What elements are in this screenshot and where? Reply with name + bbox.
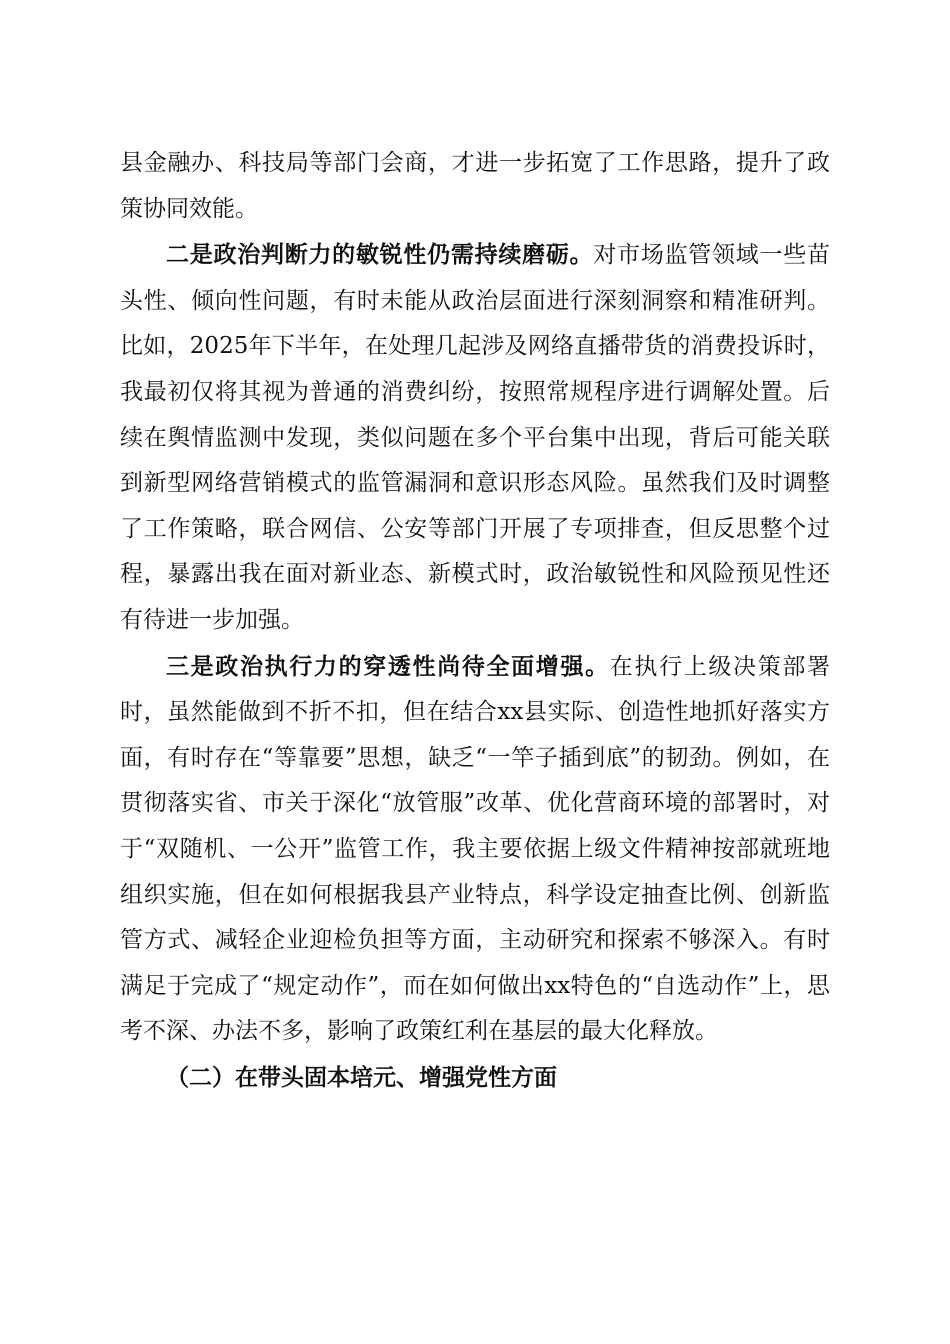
paragraph-lead: 三是政治执行力的穿透性尚待全面增强。	[166, 652, 610, 680]
document-body	[120, 140, 830, 1100]
paragraph-political-execution	[120, 644, 830, 1055]
paragraph-continuation	[120, 140, 830, 232]
paragraph-text: 对市场监管领域一些苗头性、倾向性问题，有时未能从政治层面进行深刻洞察和精准研判。比如，2025年下半年，在处理几起涉及网络直播带货的消费投诉时，我最初仅将其视为普通的消费纠纷，按照常规程序进行调解处置。后续在舆情监测中发现，类似问题在多个平台集中出现，背后可能关联到新型网络营销模式的监管漏洞和意识形态风险。虽然我们及时调整了工作策略，联合网信、公安等部门开展了专项排查，但反思整个过程，暴露出我在面对新业态、新模式时，政治敏锐性和风险预见性还有待进一步加强。	[120, 242, 831, 633]
paragraph-text: 在执行上级决策部署时，虽然能做到不折不扣，但在结合xx县实际、创造性地抓好落实方面，有时存在“等靠要”思想，缺乏“一竿子插到底”的韧劲。例如，在贯彻落实省、市关于深化“放管服”改革、优化营商环境的部署时，对于“双随机、一公开”监管工作，我主要依据上级文件精神按部就班地组织实施，但在如何根据我县产业特点，科学设定抽查比例、创新监管方式、减轻企业迎检负担等方面，主动研究和探索不够深入。有时满足于完成了“规定动作”，而在如何做出xx特色的“自选动作”上，思考不深、办法不多，影响了政策红利在基层的最大化释放。	[120, 653, 831, 1045]
section-heading: （二）在带头固本培元、增强党性方面	[166, 1063, 557, 1091]
paragraph-political-judgment	[120, 232, 830, 643]
paragraph-text: 县金融办、科技局等部门会商，才进一步拓宽了工作思路，提升了政策协同效能。	[120, 150, 830, 222]
paragraph-lead: 二是政治判断力的敏锐性仍需持续磨砺。	[166, 241, 594, 269]
